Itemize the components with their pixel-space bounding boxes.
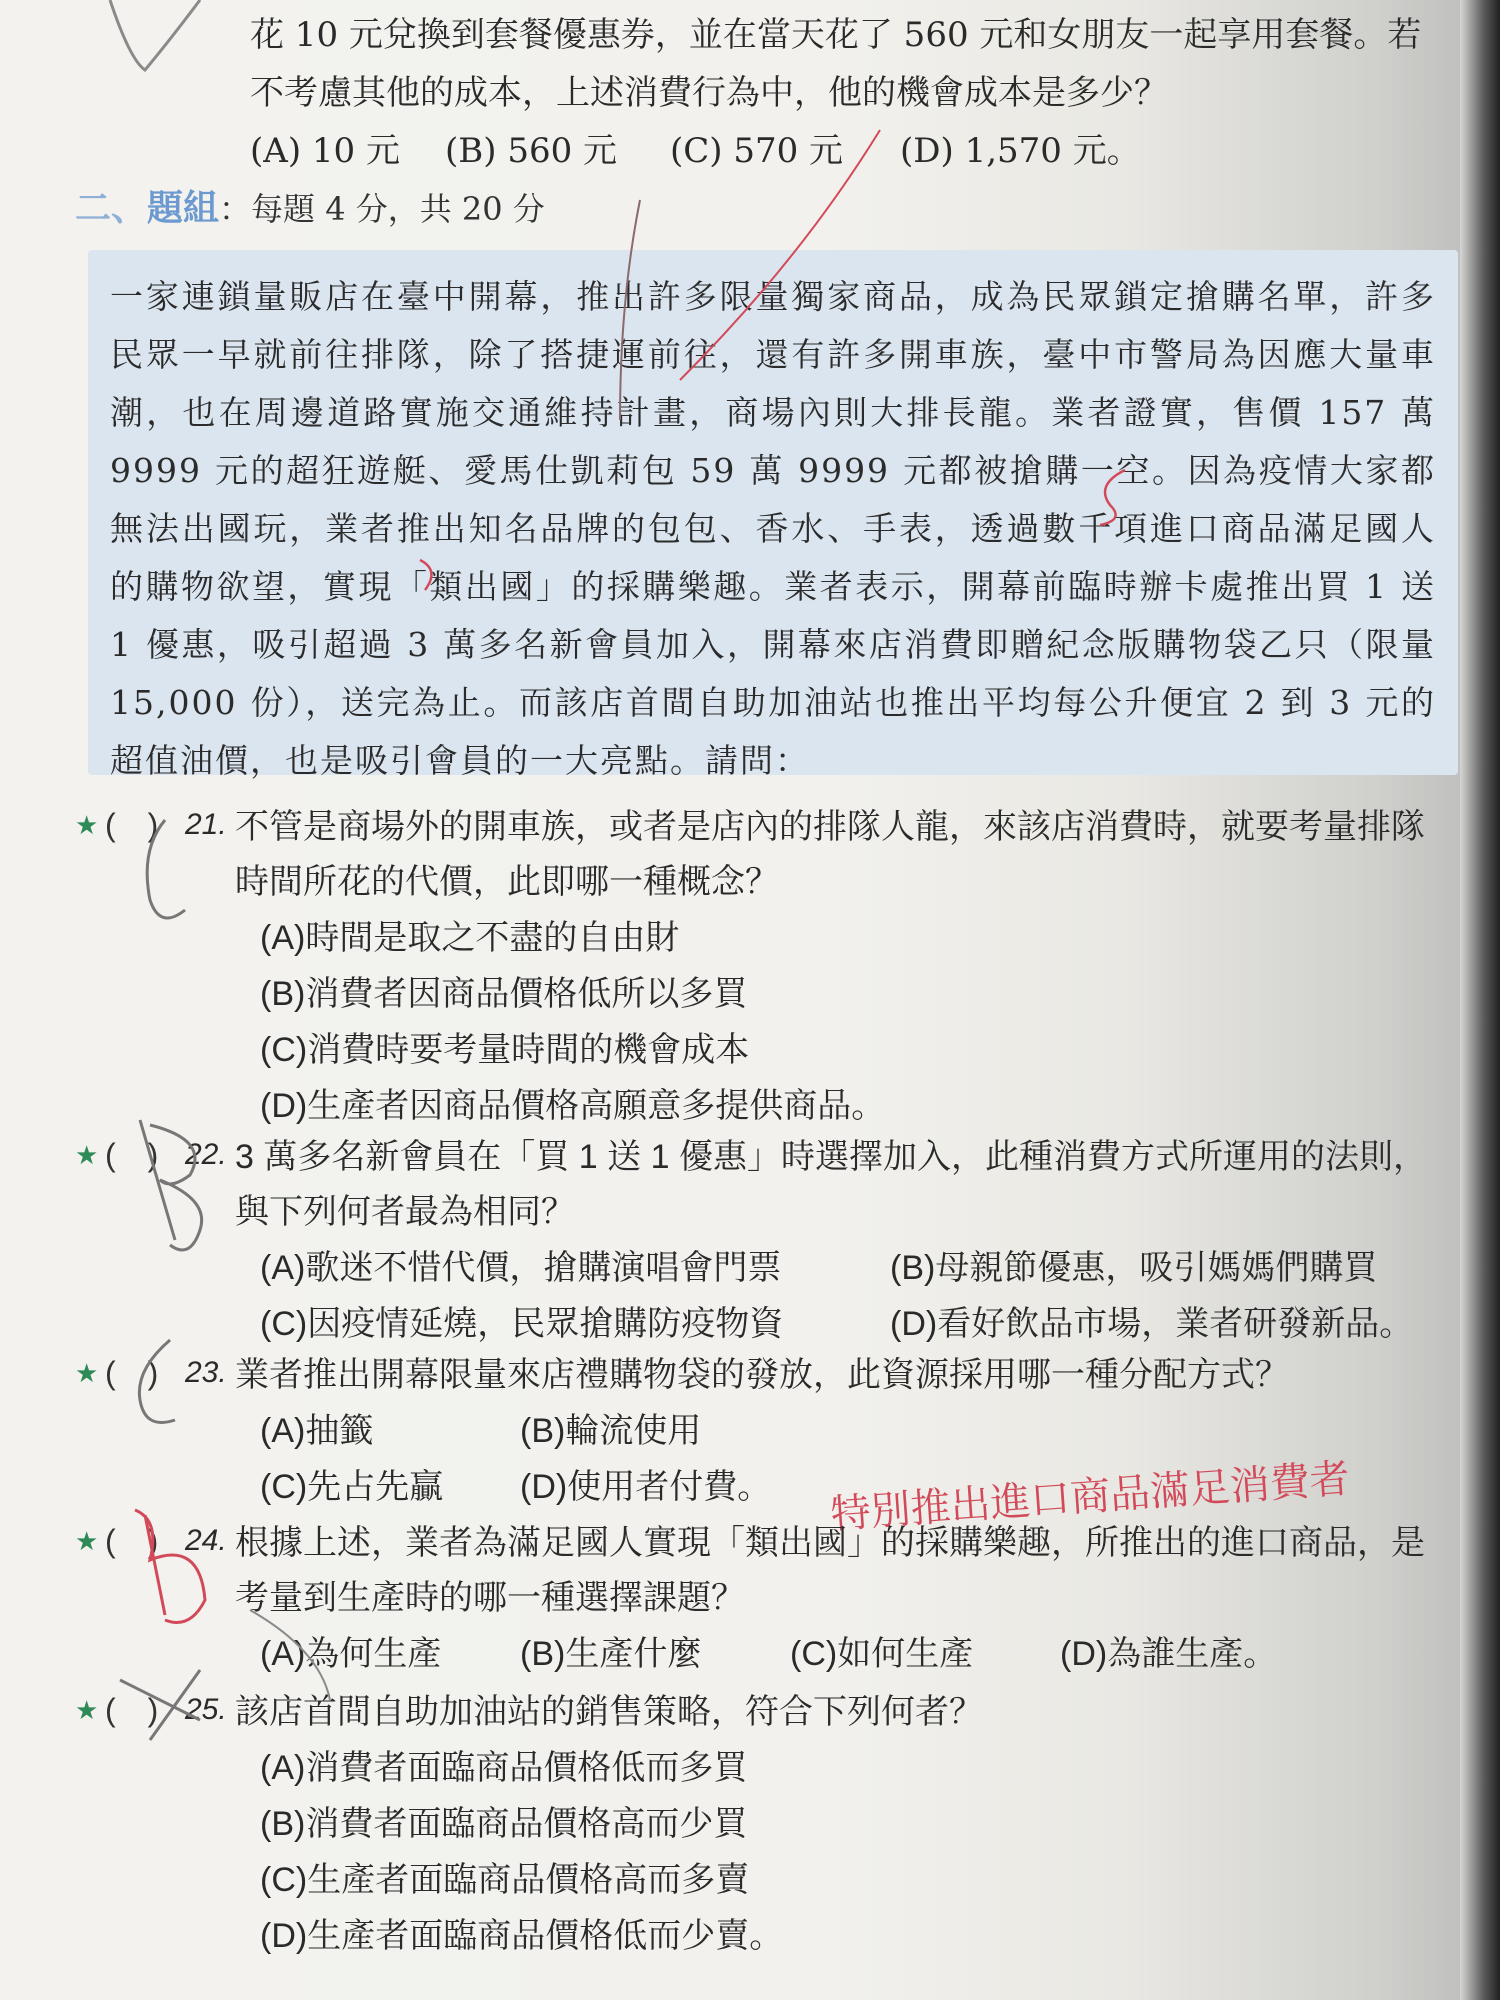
answer-blank[interactable]: ( ) (105, 1692, 159, 1728)
pencil-check-mark (110, 0, 200, 70)
option-b: (B)消費者面臨商品價格高而少買 (260, 1805, 748, 1843)
option-d: (D)為誰生產。 (1060, 1635, 1278, 1673)
option-b: (B)消費者因商品價格低所以多買 (260, 975, 748, 1013)
q20-option-c: (C) 570 元 (670, 131, 844, 171)
option-d: (D)生產者面臨商品價格低而少賣。 (260, 1917, 784, 1955)
option-c: (C)因疫情延燒，民眾搶購防疫物資 (260, 1305, 784, 1343)
section-title: 題組 (147, 188, 220, 229)
question-text: 不管是商場外的開車族，或者是店內的排隊人龍，來該店消費時，就要考量排隊時間所花的代價，此即哪一種概念？ (235, 808, 1425, 901)
section-number: 二、 (75, 188, 148, 229)
q20-options (250, 122, 1470, 180)
question-text: 業者推出開幕限量來店禮購物袋的發放，此資源採用哪一種分配方式？ (235, 1356, 1289, 1394)
option-b: (B)輪流使用 (520, 1412, 702, 1450)
question-text: 該店首間自助加油站的銷售策略，符合下列何者？ (235, 1693, 983, 1731)
option-b: (B)生產什麼 (520, 1635, 702, 1673)
question-20-fragment (250, 0, 1470, 180)
option-a: (A)消費者面臨商品價格低而多買 (260, 1749, 748, 1787)
answer-blank[interactable]: ( ) (105, 807, 159, 843)
answer-blank[interactable]: ( ) (105, 1355, 159, 1391)
question-21 (75, 800, 1475, 1134)
option-d: (D)使用者付費。 (520, 1468, 772, 1506)
question-number: 22. (185, 1138, 227, 1171)
question-24 (75, 1516, 1475, 1682)
star-icon: ★ (75, 1526, 99, 1556)
handwritten-note: 特別推出進口商品滿足消費者 (829, 1455, 1352, 1539)
question-text: 3 萬多名新會員在「買 1 送 1 優惠」時選擇加入，此種消費方式所運用的法則，與下列何者最為相同？ (235, 1138, 1427, 1231)
option-a: (A)時間是取之不盡的自由財 (260, 919, 680, 957)
q20-line-2: 不考慮其他的成本，上述消費行為中，他的機會成本是多少？ (250, 73, 1168, 113)
option-d: (D)看好飲品市場，業者研發新品。 (890, 1305, 1414, 1343)
question-text: 根據上述，業者為滿足國人實現「類出國」的採購樂趣，所推出的進口商品，是考量到生產時的哪一種選擇課題？ (235, 1524, 1425, 1617)
q20-line-1: 花 10 元兌換到套餐優惠券，並在當天花了 560 元和女朋友一起享用套餐。若 (250, 15, 1422, 55)
question-number: 24. (185, 1524, 227, 1557)
option-d: (D)生產者因商品價格高願意多提供商品。 (260, 1087, 886, 1125)
option-c: (C)如何生產 (790, 1635, 974, 1673)
question-number: 25. (185, 1693, 227, 1726)
section-header (75, 180, 545, 231)
star-icon: ★ (75, 1358, 99, 1388)
options-row-2 (260, 1296, 1475, 1352)
question-25 (75, 1685, 1475, 1964)
passage-text: 一家連鎖量販店在臺中開幕，推出許多限量獨家商品，成為民眾鎖定搶購名單，許多民眾一早就前往排隊，除了搭捷運前往，還有許多開車族，臺中市警局為因應大量車潮，也在周邊道路實施交通維持計畫，商場內則大排長龍。業者證實，售價 157 萬 9999 元的超狂遊艇、愛馬仕凱莉包 59 萬 9999 元都被搶購一空。因為疫情大家都無法出國玩，業者推出知名品牌的包包、香水、手表，透過數千項進口商品滿足國人的購物欲望，實現「類出國」的採購樂趣。業者表示，開幕前臨時辦卡處推出買 1 送 1 優惠，吸引超過 3 萬多名新會員加入，開幕來店消費即贈紀念版購物袋乙只（限量 15,000 份），送完為止。而該店首間自助加油站也推出平均每公升便宜 2 到 3 元的超值油價，也是吸引會員的一大亮點。請問： (110, 277, 1436, 780)
option-a: (A)歌迷不惜代價，搶購演唱會門票 (260, 1249, 782, 1287)
option-c: (C)先占先贏 (260, 1468, 444, 1506)
question-number: 21. (185, 808, 227, 841)
q20-option-a: (A) 10 元 (250, 131, 400, 171)
option-b: (B)母親節優惠，吸引媽媽們購買 (890, 1249, 1378, 1287)
option-c: (C)生產者面臨商品價格高而多賣 (260, 1861, 750, 1899)
star-icon: ★ (75, 1695, 99, 1725)
option-a: (A)為何生產 (260, 1635, 442, 1673)
answer-blank[interactable]: ( ) (105, 1137, 159, 1173)
options-row-1 (260, 1240, 1475, 1296)
question-number: 23. (185, 1356, 227, 1389)
star-icon: ★ (75, 810, 99, 840)
question-22 (75, 1130, 1475, 1352)
q20-option-b: (B) 560 元 (445, 131, 618, 171)
reading-passage-box (88, 250, 1458, 780)
section-description: ：每題 4 分，共 20 分 (219, 190, 545, 228)
answer-blank[interactable]: ( ) (105, 1523, 159, 1559)
options-row (260, 1626, 1475, 1682)
q20-option-d: (D) 1,570 元。 (900, 131, 1141, 171)
option-a: (A)抽籤 (260, 1412, 374, 1450)
option-c: (C)消費時要考量時間的機會成本 (260, 1031, 750, 1069)
star-icon: ★ (75, 1140, 99, 1170)
